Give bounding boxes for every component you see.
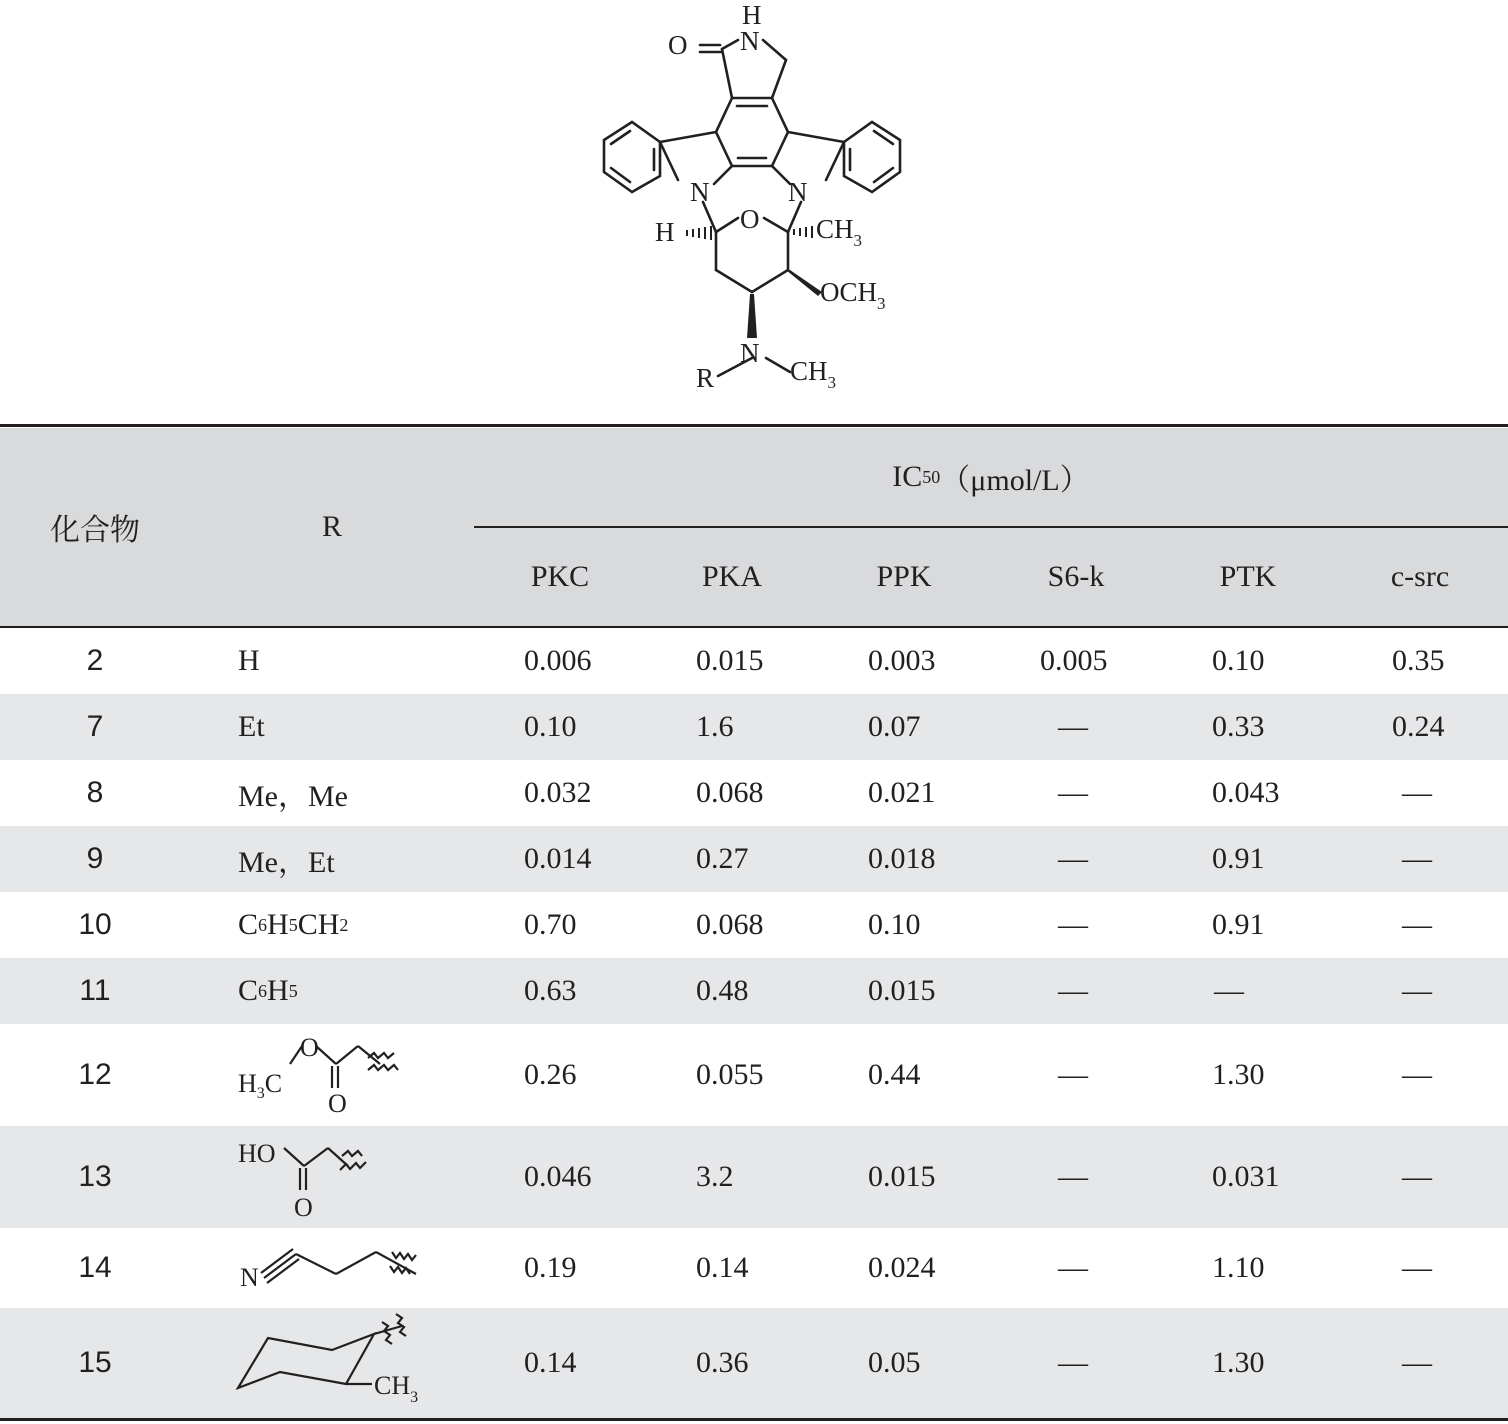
ic50-value: — <box>1058 1058 1088 1091</box>
table-row <box>0 826 1508 892</box>
ic50-value: — <box>1058 776 1088 809</box>
ic50-value: 0.35 <box>1392 644 1445 677</box>
ic50-value: — <box>1402 1058 1432 1091</box>
staurosporine-core-structure <box>560 0 950 410</box>
ic50-value: 0.05 <box>868 1346 921 1379</box>
left-indole-nitrogen-label: N <box>690 177 710 207</box>
ic50-value: 0.068 <box>696 908 764 941</box>
header-ic50: IC 50 （μmol/L） <box>892 460 1090 497</box>
table-row <box>0 892 1508 958</box>
ic50-value: 0.91 <box>1212 908 1265 941</box>
ic50-value: — <box>1402 974 1432 1007</box>
ic50-value: 3.2 <box>696 1160 734 1193</box>
ic50-value: 0.015 <box>696 644 764 677</box>
r-nitrile-nitrogen-label: N <box>240 1263 259 1292</box>
compound-id: 8 <box>86 776 104 809</box>
ic50-value: 0.44 <box>868 1058 921 1091</box>
r-h3c-label: $H_3C$ <box>238 1069 283 1102</box>
ic50-value: 0.024 <box>868 1251 936 1284</box>
header-target-pka: PKA <box>701 560 762 593</box>
ic50-value: 0.005 <box>1040 644 1108 677</box>
ic50-value: 1.6 <box>696 710 734 743</box>
lactam-nitrogen-label: N <box>740 26 760 56</box>
ic50-value: 0.015 <box>868 1160 936 1193</box>
bottom-rule <box>0 1418 1508 1421</box>
r-keto-oxygen-label: O <box>294 1193 313 1222</box>
pyran-oxygen-label: O <box>740 204 760 234</box>
ic50-table <box>0 424 1508 1424</box>
methyl-label: $CH_3$ <box>816 214 863 250</box>
lactam-hydrogen-label: H <box>742 0 762 30</box>
header-target-c-src: c-src <box>1390 560 1450 593</box>
table-row <box>0 958 1508 1024</box>
ic50-value: — <box>1058 710 1088 743</box>
ic50-value: 0.046 <box>524 1160 592 1193</box>
table-row <box>0 760 1508 826</box>
ic50-value: 0.27 <box>696 842 749 875</box>
table-row <box>0 1024 1508 1126</box>
ic50-value: 0.021 <box>868 776 936 809</box>
r-methyl-label: $CH_3$ <box>374 1371 419 1406</box>
ic50-value: — <box>1402 908 1432 941</box>
ic50-value: — <box>1402 842 1432 875</box>
ic50-value: — <box>1402 1160 1432 1193</box>
ic50-value: 0.33 <box>1212 710 1265 743</box>
ic50-value: 0.10 <box>868 908 921 941</box>
r-hydroxyl-label: HO <box>238 1139 276 1168</box>
ic50-value: 1.10 <box>1212 1251 1265 1284</box>
header-target-s6k: S6-k <box>1047 560 1105 593</box>
compound-id: 10 <box>78 908 112 941</box>
compound-id: 9 <box>86 842 104 875</box>
ic50-value: — <box>1214 974 1244 1007</box>
ic50-value: 0.63 <box>524 974 577 1007</box>
ic50-value: 0.24 <box>1392 710 1445 743</box>
r-group-structure <box>232 1024 432 1126</box>
ic50-value: — <box>1058 1251 1088 1284</box>
ic50-value: 0.018 <box>868 842 936 875</box>
ic50-value: 0.003 <box>868 644 936 677</box>
ic50-value: 0.36 <box>696 1346 749 1379</box>
ic50-value: 1.30 <box>1212 1346 1265 1379</box>
header-target-ppk: PPK <box>876 560 932 593</box>
ic50-value: 0.055 <box>696 1058 764 1091</box>
r-group-text: Me，Et <box>238 846 335 879</box>
ic50-value: 0.14 <box>524 1346 577 1379</box>
r-group-structure <box>232 1126 432 1228</box>
ic50-value: 0.043 <box>1212 776 1280 809</box>
n-methyl-label: $CH_3$ <box>790 356 837 392</box>
header-compound: 化合物 <box>50 514 140 547</box>
ic50-value: 0.14 <box>696 1251 749 1284</box>
header-target-pkc: PKC <box>530 560 590 593</box>
table-row <box>0 1126 1508 1228</box>
r-group-formula: C 6 H 5 <box>238 974 298 1007</box>
r-group-structure <box>232 1308 452 1418</box>
right-indole-nitrogen-label: N <box>788 177 808 207</box>
ic50-value: — <box>1058 974 1088 1007</box>
ic50-value: 0.07 <box>868 710 921 743</box>
table-row <box>0 628 1508 694</box>
ic50-value: — <box>1058 1346 1088 1379</box>
ic50-value: — <box>1402 1251 1432 1284</box>
header-r: R <box>321 510 342 543</box>
ic50-value: — <box>1402 776 1432 809</box>
r-group-text: Et <box>238 710 265 743</box>
ic50-value: 0.068 <box>696 776 764 809</box>
ic50-value: — <box>1058 842 1088 875</box>
compound-id: 15 <box>78 1346 112 1379</box>
ic50-value: 0.91 <box>1212 842 1265 875</box>
r-group-text: H <box>238 644 260 677</box>
ic50-value: — <box>1402 1346 1432 1379</box>
table-row <box>0 1308 1508 1418</box>
compound-id: 7 <box>86 710 104 743</box>
r-group-structure <box>232 1228 432 1308</box>
compound-id: 13 <box>78 1160 112 1193</box>
ic50-value: 1.30 <box>1212 1058 1265 1091</box>
r-keto-oxygen-label: O <box>328 1089 347 1118</box>
carbonyl-oxygen-label: O <box>668 30 688 60</box>
ic50-value: 0.015 <box>868 974 936 1007</box>
top-rule <box>0 424 1508 427</box>
ic50-value: 0.031 <box>1212 1160 1280 1193</box>
ic50-value: 0.48 <box>696 974 749 1007</box>
ic50-value: — <box>1058 1160 1088 1193</box>
methoxy-label: $OCH_3$ <box>820 277 886 313</box>
header-target-ptk: PTK <box>1219 560 1277 593</box>
compound-id: 14 <box>78 1251 112 1284</box>
ic50-value: 0.70 <box>524 908 577 941</box>
ic50-value: 0.032 <box>524 776 592 809</box>
stereo-hydrogen-label: H <box>655 217 675 247</box>
ic50-value: 0.10 <box>1212 644 1265 677</box>
r-group-formula: C 6 H 5 CH 2 <box>238 908 349 941</box>
ic50-value: — <box>1058 908 1088 941</box>
table-row <box>0 694 1508 760</box>
amine-nitrogen-label: N <box>740 338 760 368</box>
ic50-value: 0.19 <box>524 1251 577 1284</box>
ic50-value: 0.10 <box>524 710 577 743</box>
ic50-value: 0.006 <box>524 644 592 677</box>
r-ether-oxygen-label: O <box>300 1033 319 1062</box>
r-group-text: Me，Me <box>238 780 348 813</box>
ic50-value: 0.014 <box>524 842 592 875</box>
ic50-value: 0.26 <box>524 1058 577 1091</box>
compound-id: 12 <box>78 1058 112 1091</box>
compound-id: 2 <box>86 644 104 677</box>
compound-id: 11 <box>79 974 111 1007</box>
r-group-label: R <box>696 363 715 393</box>
table-row <box>0 1228 1508 1308</box>
